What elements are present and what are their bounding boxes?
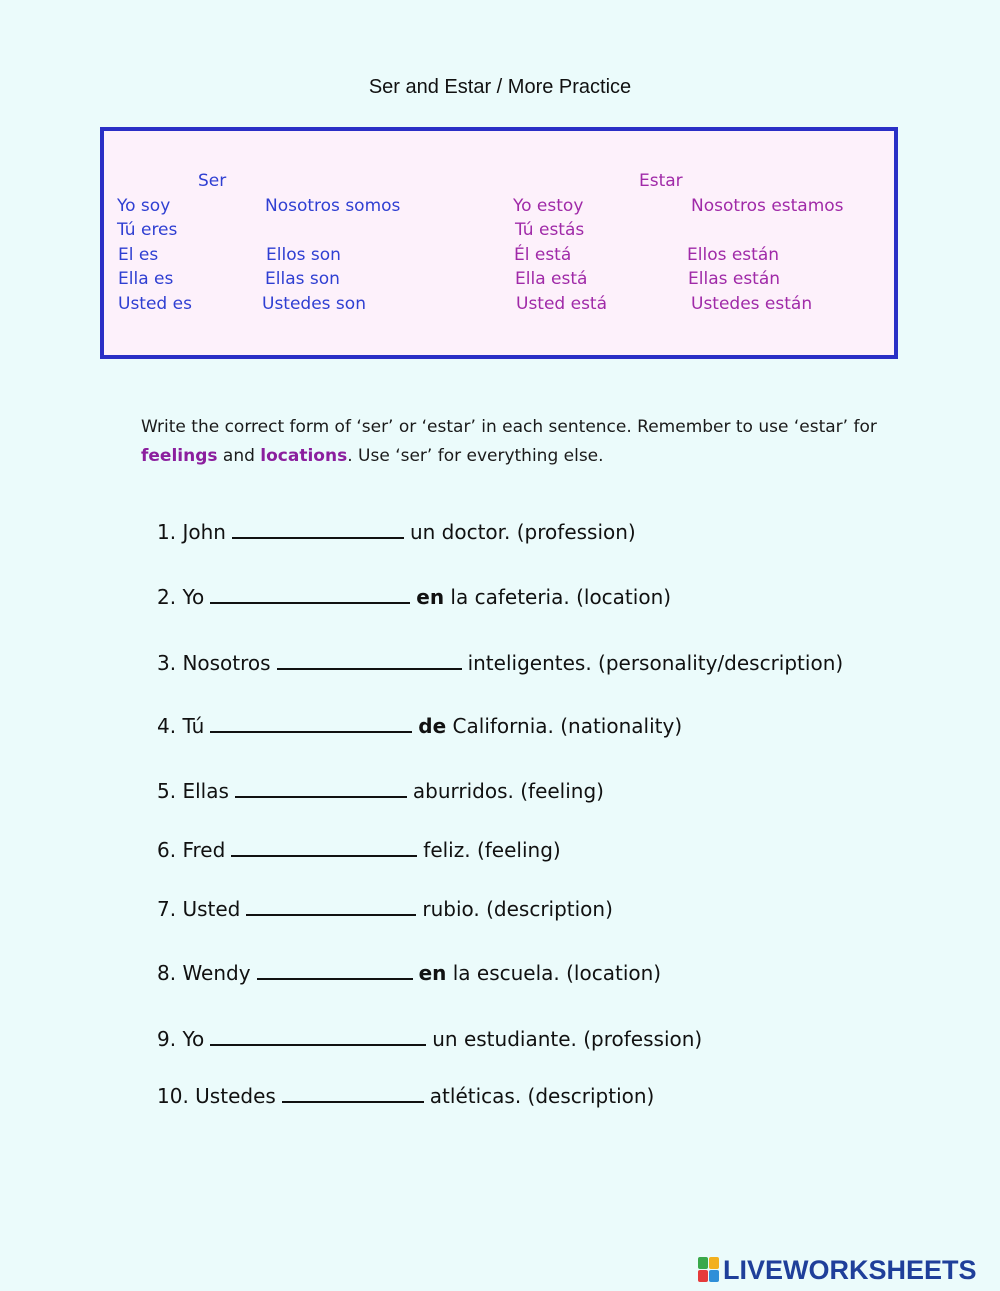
question-4-prefix: 4. Tú (157, 714, 205, 738)
question-9-prefix: 9. Yo (157, 1027, 205, 1051)
answer-blank-4[interactable] (210, 711, 412, 733)
answer-blank-5[interactable] (235, 776, 407, 798)
estar-usted: Usted está (516, 294, 608, 314)
ser-ella: Ella es (118, 269, 174, 289)
ser-tu: Tú eres (117, 220, 178, 240)
answer-blank-8[interactable] (257, 958, 413, 980)
answer-blank-7[interactable] (246, 894, 416, 916)
instructions (141, 413, 941, 471)
question-6 (157, 835, 561, 862)
question-1-prefix: 1. John (157, 520, 226, 544)
ser-usted: Usted es (118, 294, 192, 314)
question-1-suffix: un doctor. (profession) (409, 520, 636, 544)
question-4 (157, 711, 682, 738)
answer-blank-10[interactable] (282, 1081, 424, 1103)
question-6-prefix: 6. Fred (157, 838, 226, 862)
question-8-bold: en (418, 961, 447, 985)
estar-tu: Tú estás (515, 220, 585, 240)
question-4-suffix: California. (nationality) (452, 714, 683, 738)
page-title: Ser and Estar / More Practice (368, 76, 632, 98)
estar-el: Él está (514, 245, 572, 265)
answer-blank-1[interactable] (232, 517, 404, 539)
instructions-line-1: Write the correct form of ‘ser’ or ‘estar’ in each sentence. Remember to use ‘estar’ for (141, 417, 877, 437)
ser-ustedes: Ustedes son (262, 294, 366, 314)
ser-el: El es (118, 245, 159, 265)
liveworksheets-logo (698, 1255, 977, 1285)
instructions-line-2 (141, 442, 941, 471)
locations-highlight: locations (260, 446, 348, 466)
estar-ellas: Ellas están (688, 269, 781, 289)
question-10 (157, 1081, 654, 1108)
question-10-suffix: atléticas. (description) (429, 1084, 655, 1108)
question-7 (157, 894, 613, 921)
estar-nosotros: Nosotros estamos (691, 196, 844, 216)
ser-ellas: Ellas son (265, 269, 340, 289)
question-8-suffix: la escuela. (location) (452, 961, 662, 985)
ser-header: Ser (198, 171, 227, 191)
ser-yo: Yo soy (117, 196, 171, 216)
estar-ustedes: Ustedes están (691, 294, 813, 314)
conjugation-table (100, 127, 898, 359)
question-7-prefix: 7. Usted (157, 897, 241, 921)
question-2 (157, 582, 671, 609)
estar-yo: Yo estoy (513, 196, 584, 216)
question-10-prefix: 10. Ustedes (157, 1084, 276, 1108)
question-8 (157, 958, 661, 985)
question-3 (157, 648, 843, 675)
ser-nosotros: Nosotros somos (265, 196, 401, 216)
estar-header: Estar (639, 171, 683, 191)
question-5 (157, 776, 604, 803)
question-1 (157, 517, 636, 544)
question-5-suffix: aburridos. (feeling) (412, 779, 604, 803)
question-3-prefix: 3. Nosotros (157, 651, 271, 675)
instructions-rest: . Use ‘ser’ for everything else. (347, 446, 604, 466)
feelings-highlight: feelings (141, 446, 218, 466)
question-2-bold: en (416, 585, 445, 609)
estar-ella: Ella está (515, 269, 588, 289)
liveworksheets-logo-text: LIVEWORKSHEETS (723, 1254, 977, 1285)
answer-blank-3[interactable] (277, 648, 462, 670)
question-3-suffix: inteligentes. (personality/description) (467, 651, 844, 675)
question-9-suffix: un estudiante. (profession) (432, 1027, 703, 1051)
answer-blank-9[interactable] (210, 1024, 426, 1046)
question-9 (157, 1024, 702, 1051)
liveworksheets-logo-icon (698, 1257, 720, 1283)
question-8-prefix: 8. Wendy (157, 961, 251, 985)
instructions-and: and (222, 446, 255, 466)
answer-blank-6[interactable] (231, 835, 417, 857)
ser-ellos: Ellos son (266, 245, 341, 265)
question-4-bold: de (418, 714, 447, 738)
question-7-suffix: rubio. (description) (422, 897, 613, 921)
question-2-suffix: la cafeteria. (location) (450, 585, 672, 609)
question-2-prefix: 2. Yo (157, 585, 205, 609)
question-6-suffix: feliz. (feeling) (423, 838, 561, 862)
question-5-prefix: 5. Ellas (157, 779, 229, 803)
answer-blank-2[interactable] (210, 582, 410, 604)
estar-ellos: Ellos están (687, 245, 780, 265)
